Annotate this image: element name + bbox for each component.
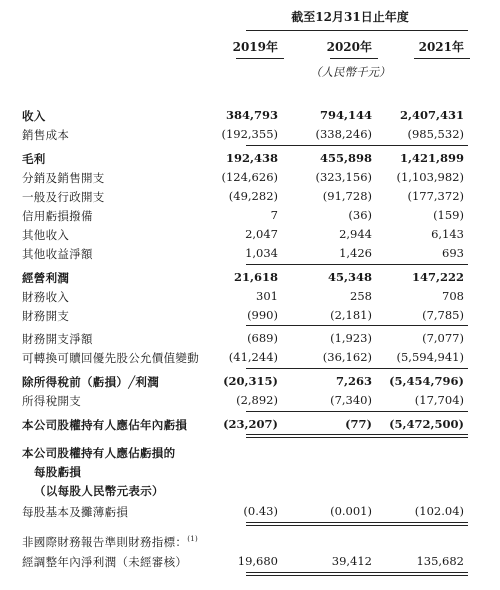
row-label: 毛利 <box>22 152 46 166</box>
value-2019: (2,892) <box>236 393 278 407</box>
row-revenue <box>0 106 500 126</box>
value-2019: 7 <box>270 208 278 222</box>
value-2019: (20,315) <box>223 374 278 388</box>
unit-label: （人民幣千元） <box>310 65 391 79</box>
value-2019: 384,793 <box>225 108 278 122</box>
row-label: 除所得稅前（虧損）╱利潤 <box>22 375 160 389</box>
subtotal-rule <box>246 325 468 326</box>
value-2020: (0.001) <box>330 504 372 518</box>
row-other-income <box>0 225 500 245</box>
value-2020: (2,181) <box>330 308 372 322</box>
value-2021: (5,472,500) <box>389 417 464 431</box>
row-general-admin-expenses <box>0 187 500 207</box>
eps-unit-note: （以每股人民幣元表示） <box>34 484 164 498</box>
value-2019: (689) <box>247 331 278 345</box>
value-2020: (1,923) <box>330 331 372 345</box>
row-label: 所得稅開支 <box>22 394 81 408</box>
value-2019: 2,047 <box>245 227 278 241</box>
value-2020: 258 <box>350 289 372 303</box>
value-2020: 455,898 <box>319 151 372 165</box>
row-label: 可轉換可贖回優先股公允價值變動 <box>22 351 199 365</box>
value-2019: (990) <box>247 308 278 322</box>
value-2019: (23,207) <box>223 417 278 431</box>
value-2021: 1,421,899 <box>399 151 464 165</box>
value-2020: (338,246) <box>315 127 372 141</box>
value-2020: (91,728) <box>322 189 372 203</box>
row-finance-income <box>0 287 500 307</box>
value-2020: (36) <box>348 208 372 222</box>
row-income-tax-expense <box>0 391 500 411</box>
eps-heading: 每股虧損 <box>34 465 82 479</box>
value-2020: (36,162) <box>322 350 372 364</box>
row-fair-value-change-preferred-shares <box>0 348 500 368</box>
row-basic-diluted-eps <box>0 502 500 522</box>
row-label: 經營利潤 <box>22 271 70 285</box>
row-label: 分銷及銷售開支 <box>22 171 105 185</box>
value-2020: (77) <box>345 417 372 431</box>
row-label: 經調整年內淨利潤（未經審核） <box>22 555 188 569</box>
row-label: 其他收益淨額 <box>22 247 93 261</box>
value-2019: 19,680 <box>237 554 278 568</box>
value-2021: (7,785) <box>422 308 464 322</box>
value-2021: 708 <box>442 289 464 303</box>
row-label: 財務開支淨額 <box>22 332 93 346</box>
value-2019: (192,355) <box>221 127 278 141</box>
value-2021: 6,143 <box>431 227 464 241</box>
row-credit-loss-provision <box>0 206 500 226</box>
value-2021: (5,454,796) <box>389 374 464 388</box>
row-label: 其他收入 <box>22 228 70 242</box>
year-rule-2019 <box>236 58 284 59</box>
value-2021: (7,077) <box>422 331 464 345</box>
value-2021: (1,103,982) <box>396 170 464 184</box>
value-2021: 2,407,431 <box>399 108 464 122</box>
value-2020: (7,340) <box>330 393 372 407</box>
value-2019: 21,618 <box>233 270 278 284</box>
eps-heading-line3 <box>0 481 500 501</box>
row-cost-of-sales <box>0 125 500 145</box>
value-2020: (323,156) <box>315 170 372 184</box>
value-2021: (17,704) <box>414 393 464 407</box>
year-rule-2020 <box>330 58 378 59</box>
value-2021: (159) <box>433 208 464 222</box>
row-label: 信用虧損撥備 <box>22 209 93 223</box>
subtotal-rule <box>246 411 468 412</box>
row-label: 財務收入 <box>22 290 70 304</box>
row-finance-expenses-net <box>0 329 500 349</box>
value-2019: (0.43) <box>243 504 278 518</box>
value-2019: 1,034 <box>245 246 278 260</box>
eps-heading-line2 <box>0 462 500 482</box>
value-2020: 794,144 <box>319 108 372 122</box>
year-header-2020: 2020年 <box>326 40 372 54</box>
row-adjusted-net-profit <box>0 552 500 572</box>
row-distribution-selling-expenses <box>0 168 500 188</box>
value-2020: 39,412 <box>331 554 372 568</box>
value-2019: (124,626) <box>221 170 278 184</box>
value-2020: 45,348 <box>327 270 372 284</box>
value-2020: 2,944 <box>339 227 372 241</box>
footnote-mark: (1) <box>187 535 199 544</box>
year-header-2019: 2019年 <box>232 40 278 54</box>
row-profit-before-tax <box>0 372 500 392</box>
row-label: 一般及行政開支 <box>22 190 105 204</box>
value-2021: 147,222 <box>411 270 464 284</box>
row-label: 銷售成本 <box>22 128 70 142</box>
value-2021: (5,594,941) <box>396 350 464 364</box>
subtotal-rule <box>246 264 468 265</box>
value-2020: 1,426 <box>339 246 372 260</box>
value-2021: (177,372) <box>407 189 464 203</box>
non-ifrs-double-rule <box>246 572 468 576</box>
year-rule-2021 <box>414 58 470 59</box>
non-ifrs-heading-text: 非國際財務報告準則財務指標： <box>22 535 188 549</box>
value-2019: 301 <box>256 289 278 303</box>
non-ifrs-heading <box>0 532 500 552</box>
value-2021: 693 <box>442 246 464 260</box>
value-2021: (102.04) <box>414 504 464 518</box>
subtotal-rule <box>246 368 468 369</box>
eps-heading: 本公司股權持有人應佔虧損的 <box>22 446 176 460</box>
row-label: 本公司股權持有人應佔年內虧損 <box>22 418 188 432</box>
period-header: 截至12月31日止年度 <box>291 10 409 24</box>
row-label: 每股基本及攤薄虧損 <box>22 505 129 519</box>
row-gross-profit <box>0 149 500 169</box>
total-double-rule <box>246 434 468 438</box>
eps-heading-line1 <box>0 443 500 463</box>
row-finance-expenses <box>0 306 500 326</box>
row-label: 財務開支 <box>22 309 70 323</box>
value-2019: 192,438 <box>225 151 278 165</box>
period-header-rule <box>246 30 468 31</box>
row-other-gains-net <box>0 244 500 264</box>
row-loss-attributable <box>0 415 500 435</box>
value-2019: (49,282) <box>228 189 278 203</box>
row-operating-profit <box>0 268 500 288</box>
year-header-2021: 2021年 <box>418 40 464 54</box>
eps-double-rule <box>246 522 468 526</box>
row-label: 收入 <box>22 109 46 123</box>
value-2021: 135,682 <box>416 554 464 568</box>
subtotal-rule <box>246 145 468 146</box>
value-2020: 7,263 <box>335 374 372 388</box>
value-2019: (41,244) <box>228 350 278 364</box>
value-2021: (985,532) <box>407 127 464 141</box>
